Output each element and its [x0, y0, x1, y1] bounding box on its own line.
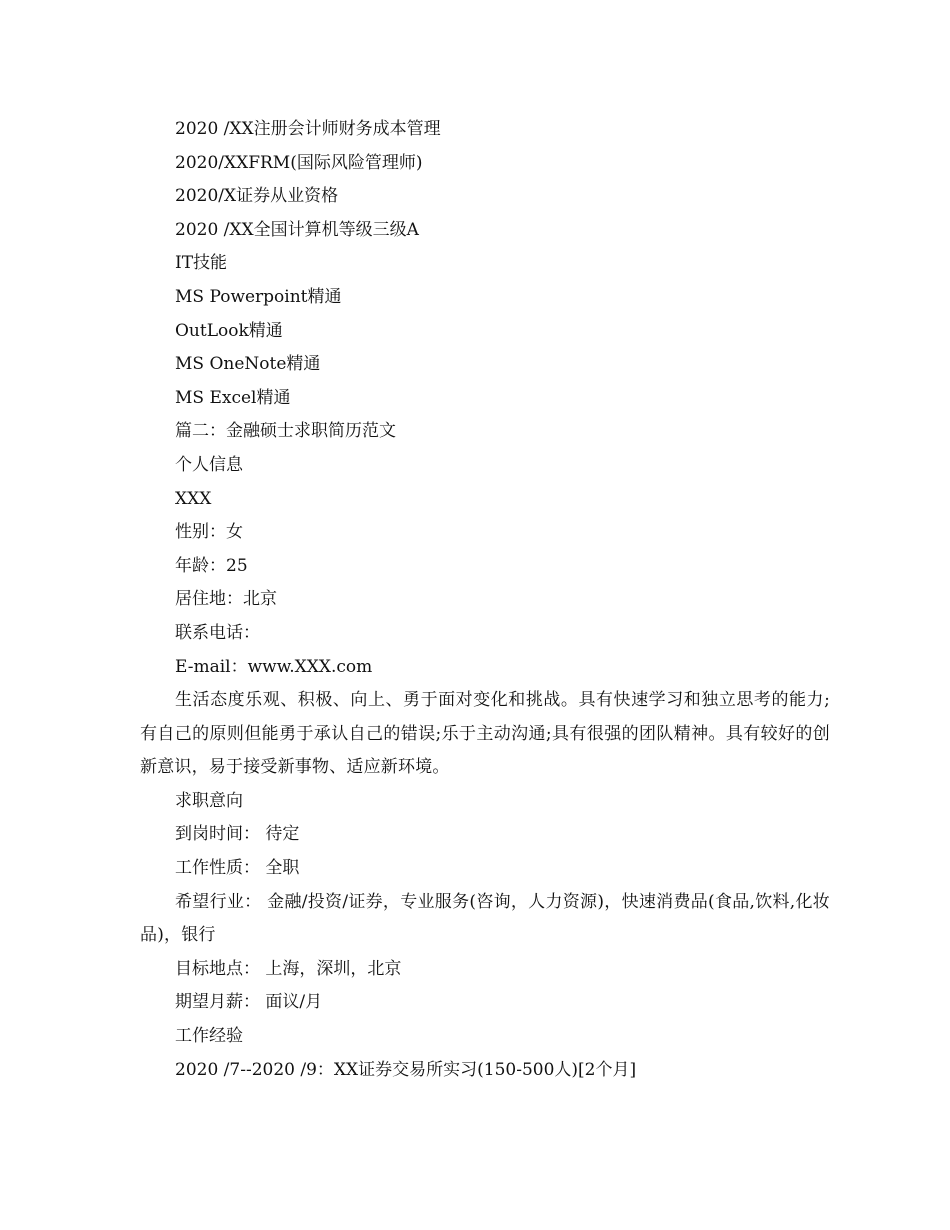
expected-salary: 期望月薪： 面议/月 [175, 992, 323, 1013]
certificate-computer: 2020 /XX全国计算机等级三级A [175, 219, 419, 240]
gender: 性别：女 [175, 522, 243, 543]
arrival-time: 到岗时间： 待定 [175, 824, 300, 845]
document-page [140, 113, 830, 1087]
job-intent-heading: 求职意向 [175, 790, 243, 811]
certificate-cpa: 2020 /XX注册会计师财务成本管理 [175, 119, 441, 139]
skill-onenote: MS OneNote精通 [175, 354, 321, 375]
skill-excel: MS Excel精通 [175, 387, 291, 408]
residence: 居住地：北京 [175, 589, 277, 610]
age: 年龄：25 [175, 555, 248, 576]
certificate-frm: 2020/XXFRM(国际风险管理师) [175, 152, 423, 173]
phone: 联系电话： [175, 622, 260, 643]
work-experience-entry: 2020 /7--2020 /9：XX证券交易所实习(150-500人)[2个月] [175, 1059, 637, 1080]
self-evaluation-paragraph: 生活态度乐观、积极、向上、勇于面对变化和挑战。具有快速学习和独立思考的能力;有自己的原则但能勇于承认自己的错误;乐于主动沟通;具有很强的团队精神。具有较好的创新意识，易于接受新事物、适应新环境。 [140, 690, 830, 778]
skill-outlook: OutLook精通 [175, 320, 283, 341]
job-type: 工作性质： 全职 [175, 858, 300, 879]
personal-info-heading: 个人信息 [175, 454, 243, 475]
certificate-securities: 2020/X证券从业资格 [175, 186, 339, 207]
it-skills-heading: IT技能 [175, 253, 228, 274]
desired-industry: 希望行业： 金融/投资/证券，专业服务(咨询，人力资源)，快速消费品(食品,饮料,化妆品)，银行 [140, 891, 830, 946]
section-title: 篇二：金融硕士求职简历范文 [175, 421, 396, 442]
email: E-mail：www.XXX.com [175, 656, 373, 677]
person-name: XXX [175, 488, 212, 509]
work-experience-heading: 工作经验 [175, 1026, 243, 1047]
target-location: 目标地点： 上海，深圳，北京 [175, 958, 402, 979]
skill-powerpoint: MS Powerpoint精通 [175, 286, 342, 307]
